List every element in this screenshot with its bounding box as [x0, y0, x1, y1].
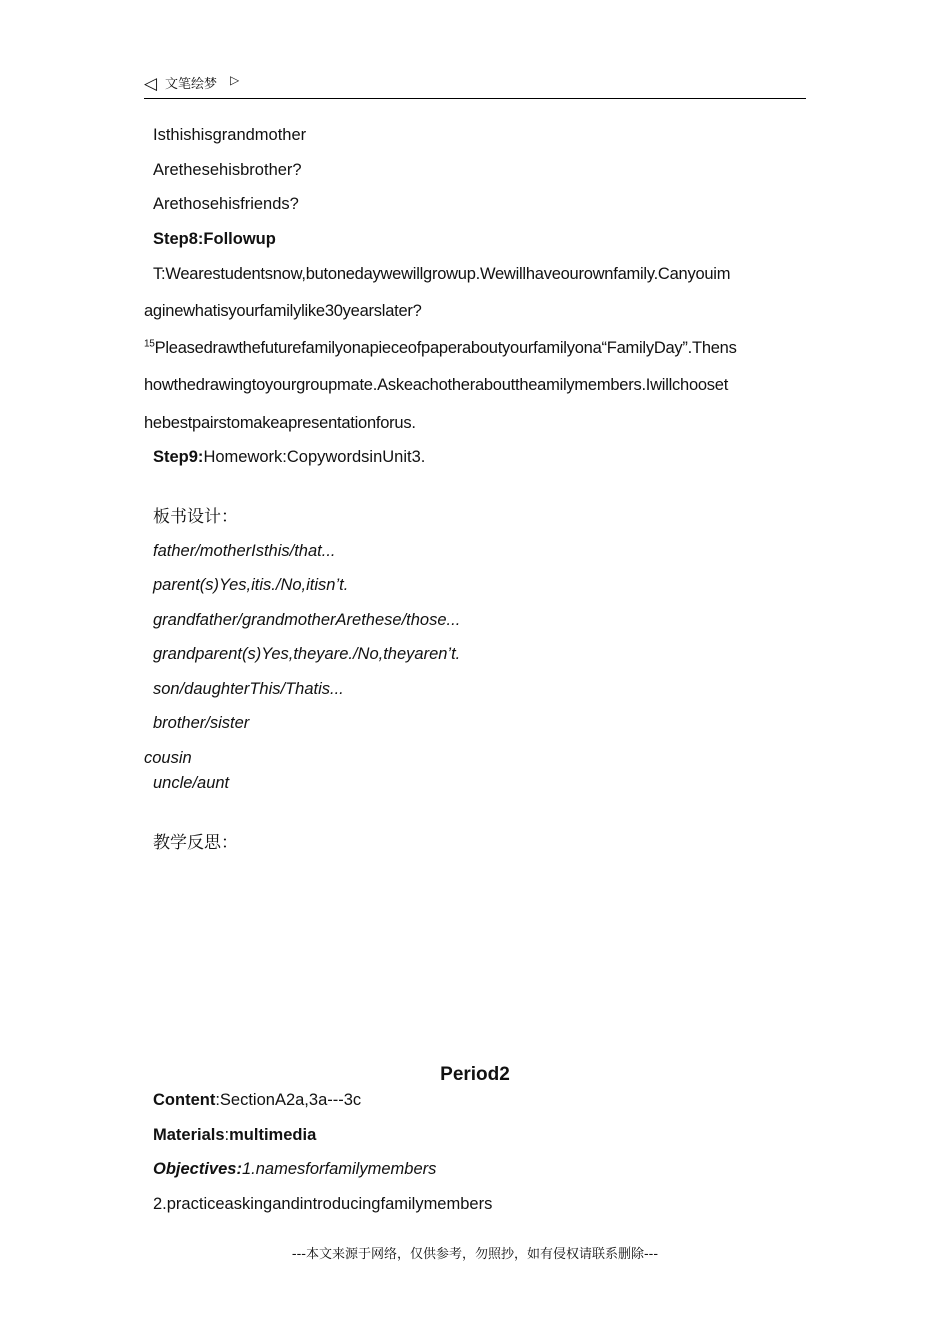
board-design-line: grandfather/grandmotherArethese/those...: [153, 611, 461, 629]
board-design-line: cousin: [144, 749, 192, 767]
content-label: Content: [153, 1091, 216, 1109]
step8-paragraph-line: aginewhatisyourfamilylike30yearslater?: [144, 302, 422, 320]
question-line: Arethosehisfriends?: [153, 195, 299, 213]
left-triangle-icon: ◁: [144, 74, 158, 94]
step8-heading: Step8:Followup: [153, 230, 276, 248]
right-triangle-icon: ▷: [230, 73, 240, 87]
board-design-line: son/daughterThis/Thatis...: [153, 680, 344, 698]
reflection-heading: 教学反思：: [153, 833, 238, 853]
step8-paragraph-line: howthedrawingtoyourgroupmate.Askeachotherabouttheamilymembers.Iwillchooset: [144, 376, 729, 394]
board-design-line: parent(s)Yes,itis./No,itisn’t.: [153, 576, 349, 594]
objectives-value: 1.namesforfamilymembers: [241, 1160, 437, 1178]
objectives-label: Objectives:: [153, 1160, 242, 1178]
page-footer: ---本文来源于网络，仅供参考，勿照抄，如有侵权请联系删除---: [291, 1247, 659, 1262]
step9-line: [153, 446, 425, 468]
board-design-line: uncle/aunt: [153, 774, 230, 792]
materials-label: Materials: [153, 1126, 225, 1144]
header-title: 文笔绘梦: [165, 77, 218, 92]
content-value: :SectionA2a,3a---3c: [215, 1091, 362, 1109]
content-line: [153, 1089, 361, 1111]
materials-colon: :: [224, 1126, 230, 1144]
board-design-line: father/motherIsthis/that...: [153, 542, 336, 560]
materials-line: [153, 1124, 316, 1146]
period2-title: Period2: [440, 1064, 510, 1085]
step8-paragraph-text: Pleasedrawthefuturefamilyonapieceofpaperaboutyourfamilyona“FamilyDay”.Thens: [154, 339, 737, 357]
question-line: Isthishisgrandmother: [153, 126, 307, 144]
board-design-line: brother/sister: [153, 714, 250, 732]
materials-value: multimedia: [229, 1126, 317, 1144]
objectives-line: [153, 1158, 436, 1180]
step8-paragraph-line: hebestpairstomakeapresentationforus.: [144, 414, 416, 432]
objective-line: 2.practiceaskingandintroducingfamilymembers: [153, 1195, 493, 1213]
footnote-marker: 15: [144, 338, 155, 350]
question-line: Arethesehisbrother?: [153, 161, 302, 179]
board-design-heading: 板书设计：: [153, 507, 238, 527]
step9-heading: Step9:: [153, 448, 204, 466]
step9-text: Homework:CopywordsinUnit3.: [203, 448, 426, 466]
page-header: [144, 72, 806, 99]
step8-paragraph-line: T:Wearestudentsnow,butonedaywewillgrowup.Wewillhaveourownfamily.Canyouim: [153, 265, 731, 283]
step8-paragraph-line: [144, 337, 737, 359]
board-design-line: grandparent(s)Yes,theyare./No,theyaren’t.: [153, 645, 461, 663]
